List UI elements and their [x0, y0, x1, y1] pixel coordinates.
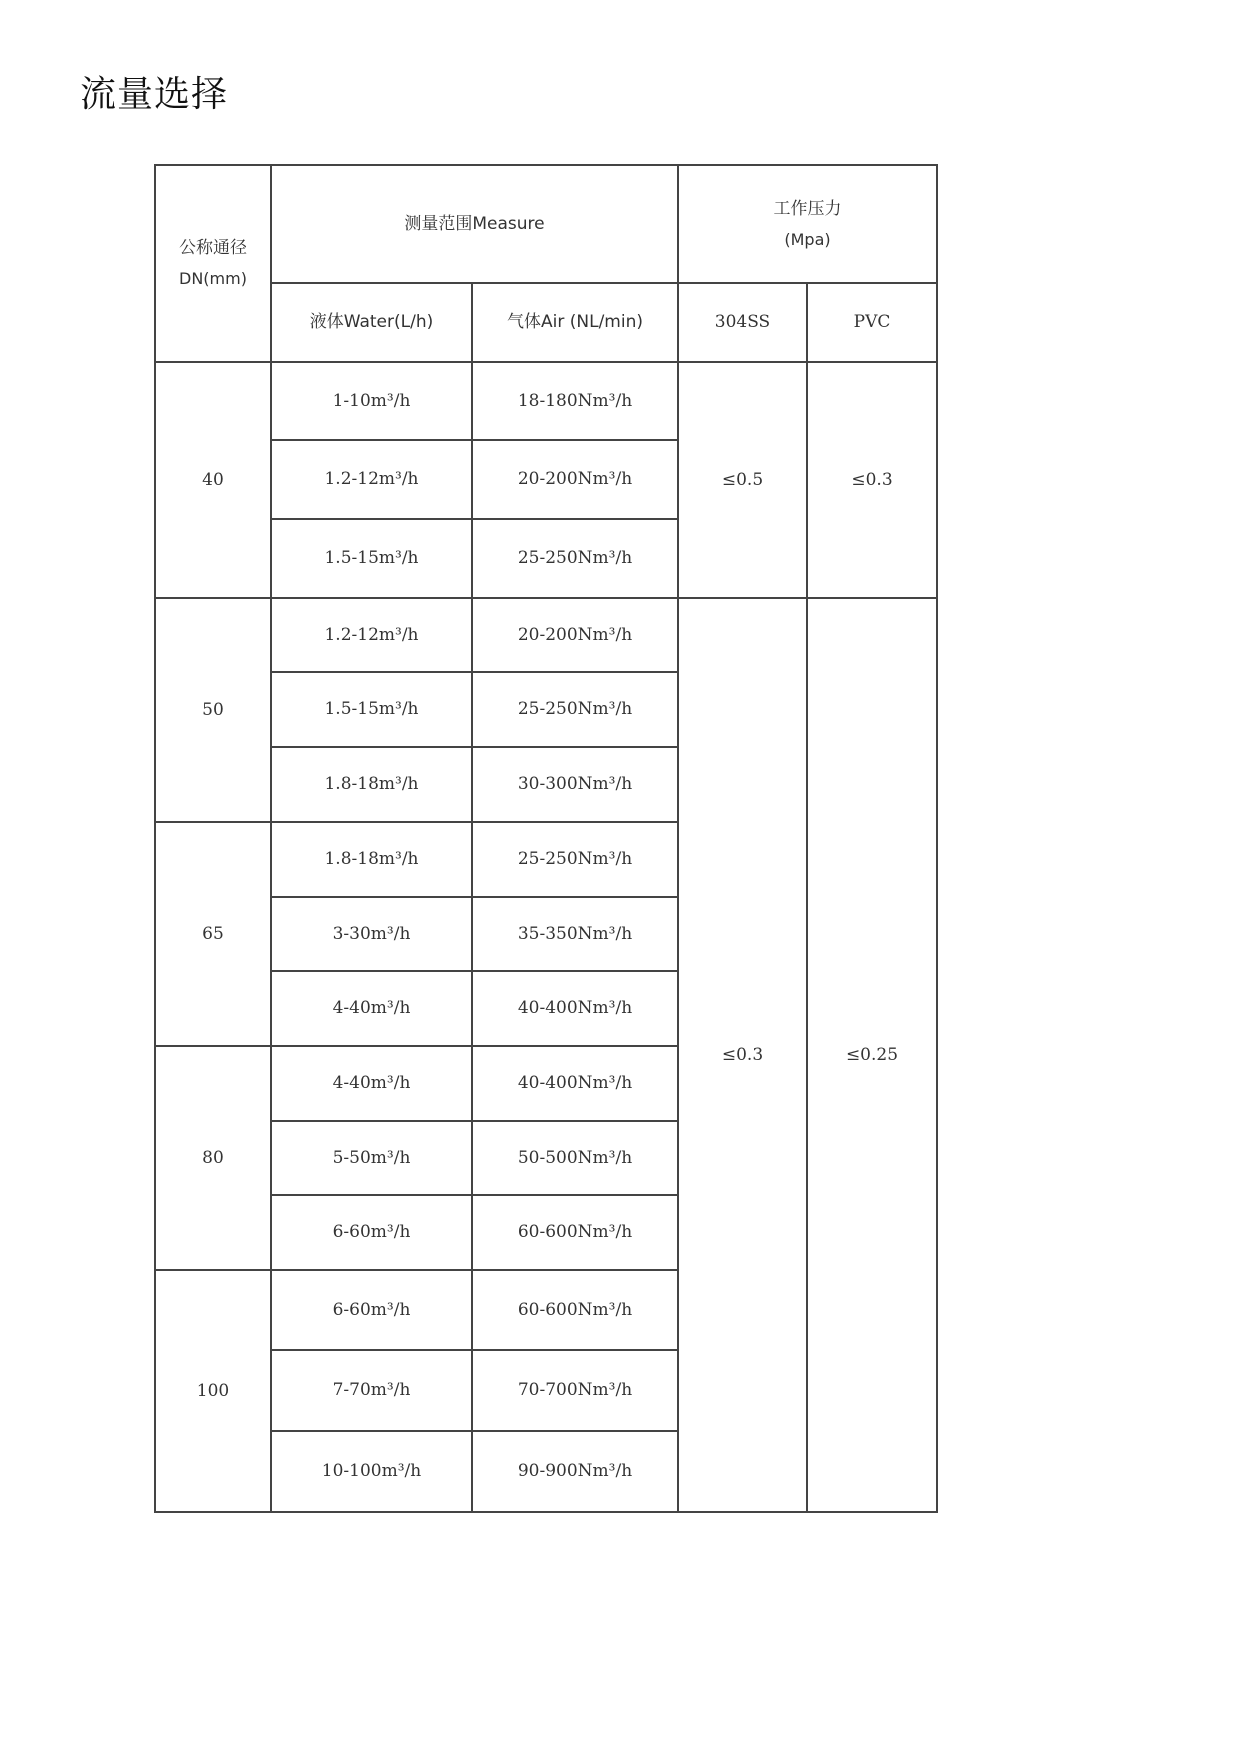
liquid-range-cell: 1.8-18m³/h	[271, 822, 472, 897]
page-title: 流量选择	[80, 74, 229, 115]
gas-range-cell: 40-400Nm³/h	[472, 1046, 678, 1121]
dn-header-unit: DN(mm)	[179, 269, 247, 289]
liquid-range-cell: 1.2-12m³/h	[271, 440, 472, 519]
pressure-header-unit: (Mpa)	[784, 229, 831, 249]
ss-pressure-cell: ≤0.5	[678, 362, 807, 598]
liquid-range-cell: 1.8-18m³/h	[271, 747, 472, 822]
table-row	[155, 598, 937, 672]
dn-cell: 100	[155, 1270, 271, 1512]
pressure-header-label: 工作压力	[773, 198, 842, 219]
measure-header: 测量范围Measure	[271, 165, 678, 283]
pvc-pressure-cell: ≤0.25	[807, 598, 937, 1512]
gas-range-cell: 60-600Nm³/h	[472, 1270, 678, 1350]
header-row-2	[155, 283, 937, 362]
dn-cell: 65	[155, 822, 271, 1046]
liquid-range-cell: 6-60m³/h	[271, 1270, 472, 1350]
gas-range-cell: 20-200Nm³/h	[472, 598, 678, 672]
liquid-range-cell: 4-40m³/h	[271, 971, 472, 1046]
pressure-header-cell	[678, 165, 937, 283]
pvc-header: PVC	[807, 283, 937, 362]
dn-header-cell	[155, 165, 271, 362]
liquid-range-cell: 3-30m³/h	[271, 897, 472, 971]
gas-range-cell: 25-250Nm³/h	[472, 519, 678, 598]
gas-range-cell: 30-300Nm³/h	[472, 747, 678, 822]
gas-range-cell: 60-600Nm³/h	[472, 1195, 678, 1270]
gas-range-cell: 25-250Nm³/h	[472, 822, 678, 897]
ss-pressure-cell: ≤0.3	[678, 598, 807, 1512]
liquid-range-cell: 6-60m³/h	[271, 1195, 472, 1270]
gas-header: 气体Air (NL/min)	[472, 283, 678, 362]
flow-selection-table	[154, 164, 938, 1513]
liquid-header: 液体Water(L/h)	[271, 283, 472, 362]
liquid-range-cell: 10-100m³/h	[271, 1431, 472, 1512]
table-row	[155, 362, 937, 440]
header-row-1	[155, 165, 937, 283]
liquid-range-cell: 1.2-12m³/h	[271, 598, 472, 672]
gas-range-cell: 20-200Nm³/h	[472, 440, 678, 519]
dn-header-label: 公称通径	[179, 238, 247, 259]
dn-cell: 40	[155, 362, 271, 598]
pvc-pressure-cell: ≤0.3	[807, 362, 937, 598]
gas-range-cell: 90-900Nm³/h	[472, 1431, 678, 1512]
gas-range-cell: 40-400Nm³/h	[472, 971, 678, 1046]
liquid-range-cell: 5-50m³/h	[271, 1121, 472, 1195]
liquid-range-cell: 1-10m³/h	[271, 362, 472, 440]
dn-cell: 50	[155, 598, 271, 822]
liquid-range-cell: 4-40m³/h	[271, 1046, 472, 1121]
liquid-range-cell: 7-70m³/h	[271, 1350, 472, 1431]
ss-header: 304SS	[678, 283, 807, 362]
gas-range-cell: 70-700Nm³/h	[472, 1350, 678, 1431]
gas-range-cell: 25-250Nm³/h	[472, 672, 678, 747]
liquid-range-cell: 1.5-15m³/h	[271, 672, 472, 747]
gas-range-cell: 18-180Nm³/h	[472, 362, 678, 440]
gas-range-cell: 50-500Nm³/h	[472, 1121, 678, 1195]
dn-cell: 80	[155, 1046, 271, 1270]
liquid-range-cell: 1.5-15m³/h	[271, 519, 472, 598]
gas-range-cell: 35-350Nm³/h	[472, 897, 678, 971]
